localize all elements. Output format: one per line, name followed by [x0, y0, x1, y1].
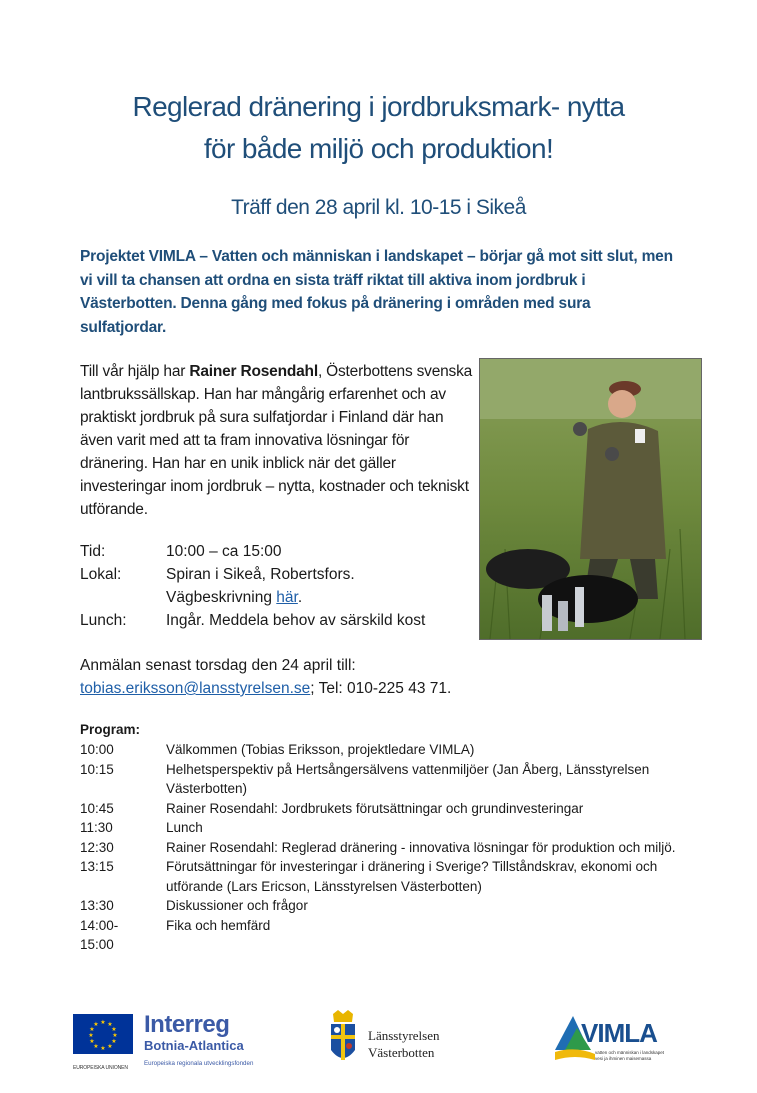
svg-text:★: ★ [112, 1032, 118, 1039]
lunch-row [80, 609, 425, 632]
lansstyrelsen-county: Västerbotten [368, 1045, 435, 1060]
bio-post: , Österbottens svenska lantbrukssällskap. Han har mångårig erfarenhet och av praktiskt jordbruk på sura sulfatjordar i Finland där han även varit med att ta fram innovativa lösningar för dränering. Han har en unik inblick när det gäller investeringar inom jordbruk – nytta, kostnader och tekniskt utförande. [80, 363, 473, 518]
intro-paragraph: Projektet VIMLA – Vatten och människan i landskapet – börjar gå mot sitt slut, men vi vill ta chansen att ordna en sista träff riktat till aktiva inom jordbruk i Västerbotten. Denna gång med fokus på dränering i områden med sura sulfatjordar. [80, 248, 673, 336]
program-heading: Program: [80, 722, 141, 737]
bio-pre: Till vår hjälp har [80, 363, 190, 380]
program-item: 13:30 Diskussioner och frågor [80, 898, 308, 913]
speaker-photo [479, 358, 702, 640]
svg-text:★: ★ [100, 1045, 106, 1052]
eu-text: EUROPEISKA UNIONEN [73, 1065, 128, 1071]
svg-text:★: ★ [107, 1021, 113, 1028]
program-item: 10:00 Välkommen (Tobias Eriksson, projektledare VIMLA) [80, 742, 475, 757]
program-item: 12:30 Rainer Rosendahl: Reglerad dränering - innovativa lösningar för produktion och miljö. [80, 839, 676, 855]
directions-link[interactable]: här [276, 589, 298, 606]
vimla-logo [555, 1010, 685, 1070]
svg-text:★: ★ [89, 1026, 95, 1033]
fund-text: Europeiska regionala utvecklingsfonden [144, 1060, 254, 1067]
program-item: 13:15 Förutsättningar för investeringar i dränering i Sverige? Tillståndskrav, ekonomi och utförande (Lars Ericson, Länsstyrelsen Västerbotten) [80, 859, 658, 894]
page-title [0, 86, 757, 170]
eu-logo [73, 1014, 133, 1071]
svg-text:★: ★ [93, 1021, 99, 1028]
program-item: 14:00-15:00 Fika och hemfärd [80, 917, 271, 952]
signup-deadline: Anmälan senast torsdag den 24 april till: [80, 657, 356, 674]
svg-text:★: ★ [89, 1038, 95, 1045]
event-subtitle: Träff den 28 april kl. 10-15 i Sikeå [231, 196, 526, 219]
email-link[interactable]: tobias.eriksson@lansstyrelsen.se [80, 680, 311, 697]
time-row [80, 540, 425, 563]
svg-text:★: ★ [88, 1032, 94, 1039]
lansstyrelsen-name: Länsstyrelsen [368, 1028, 440, 1043]
svg-text:★: ★ [107, 1043, 113, 1050]
botnia-wordmark: Botnia-Atlantica [144, 1038, 244, 1053]
directions-text: Vägbeskrivning här. [166, 589, 303, 606]
eu-flag-icon [73, 1014, 133, 1054]
svg-text:★: ★ [93, 1043, 99, 1050]
speaker-bio [80, 360, 475, 521]
lansstyrelsen-logo [328, 1010, 478, 1070]
svg-text:★: ★ [111, 1038, 117, 1045]
vimla-wordmark: VIMLA [581, 1018, 657, 1048]
interreg-wordmark: Interreg [144, 1011, 230, 1038]
title-line-2: för både miljö och produktion! [203, 133, 554, 164]
directions-row [80, 586, 425, 609]
lunch-label: Lunch: [80, 612, 127, 629]
program-item: 11:30 Lunch [80, 820, 203, 835]
interreg-logo [144, 1012, 274, 1067]
lunch-value: Ingår. Meddela behov av särskild kost [166, 612, 426, 629]
program-item: 10:15 Helhetsperspektiv på Hertsångersälvens vattenmiljöer (Jan Åberg, Länsstyrelsen Västerbotten) [80, 761, 650, 796]
event-info [80, 540, 425, 632]
venue-value: Spiran i Sikeå, Robertsfors. [166, 566, 355, 583]
time-value: 10:00 – ca 15:00 [166, 543, 282, 560]
coat-of-arms-icon [328, 1010, 358, 1066]
speaker-name: Rainer Rosendahl [189, 363, 318, 380]
venue-row [80, 563, 425, 586]
svg-text:★: ★ [100, 1019, 106, 1026]
time-label: Tid: [80, 543, 106, 560]
signup-info [80, 654, 451, 700]
logo-footer [0, 1010, 757, 1080]
program-item: 10:45 Rainer Rosendahl: Jordbrukets förutsättningar och grundinvesteringar [80, 800, 584, 816]
phone-text: ; Tel: 010-225 43 71. [310, 680, 452, 697]
vimla-tagline-2: vesi ja ihminen maisemassa [595, 1056, 652, 1061]
venue-label: Lokal: [80, 566, 122, 583]
vimla-tagline-1: vatten och människan i landskapet [595, 1050, 665, 1055]
svg-text:★: ★ [111, 1026, 117, 1033]
speaker-photo-illustration [480, 359, 701, 639]
title-line-1: Reglerad dränering i jordbruksmark- nytta [132, 91, 625, 122]
program-list [80, 740, 690, 955]
